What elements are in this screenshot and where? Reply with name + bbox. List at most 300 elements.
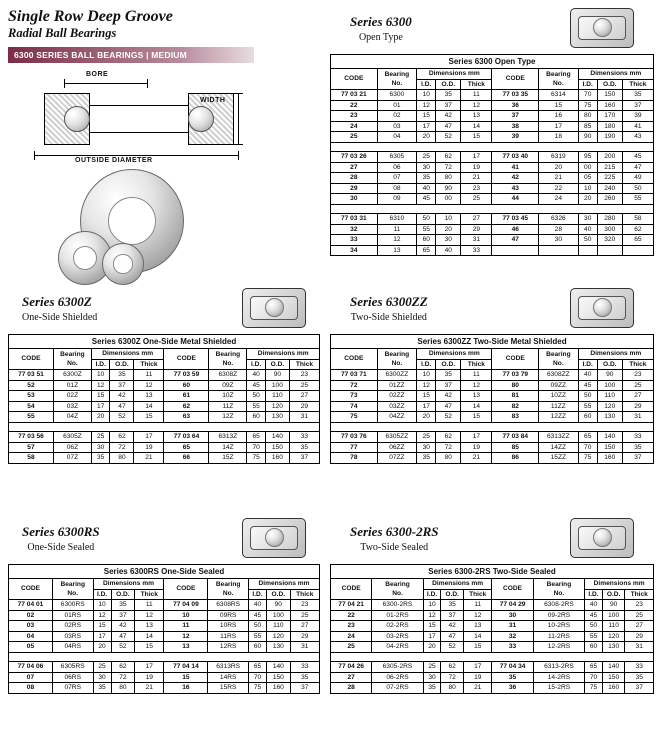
th-od-r: O.D. (267, 589, 290, 600)
table-cell: 11 (461, 90, 492, 101)
table-cell: 80 (436, 173, 461, 184)
table-cell: 06 (377, 162, 416, 173)
table-cell: 19 (134, 442, 164, 453)
table-cell: 32 (492, 631, 533, 642)
th-code-l: CODE (9, 579, 53, 600)
table-cell: 21 (461, 453, 492, 464)
table-cell: 40 (436, 245, 461, 256)
table-cell: 53 (9, 391, 54, 402)
table-cell: 33 (625, 662, 654, 673)
th-id-r: I.D. (578, 359, 597, 370)
table-cell: 11RS (208, 631, 249, 642)
table-cell: 39 (492, 132, 539, 143)
table-row (331, 453, 654, 464)
table-cell: 6305RS (52, 662, 93, 673)
table-cell: 80 (441, 683, 464, 694)
table-cell: 180 (597, 121, 622, 132)
table-cell: 19 (461, 162, 492, 173)
bearing-icon-6300 (570, 8, 634, 48)
table-cell: 160 (267, 683, 290, 694)
table-cell: 03 (377, 121, 416, 132)
table-cell: 30 (436, 235, 461, 246)
th-od-r: O.D. (597, 79, 622, 90)
table-cell: 15-2RS (533, 683, 585, 694)
table-cell: 30 (91, 442, 110, 453)
table-cell: 10 (436, 214, 461, 225)
table-cell: 02ZZ (377, 391, 416, 402)
table-cell: 140 (602, 662, 625, 673)
table-cell: 150 (597, 442, 622, 453)
table-cell: 42 (111, 621, 134, 632)
ball-left (64, 106, 90, 132)
table-cell: 81 (492, 391, 539, 402)
th-code-r: CODE (492, 579, 533, 600)
table-cell: 15 (164, 672, 208, 683)
table-cell: 30 (417, 162, 436, 173)
table-cell: 02 (9, 610, 53, 621)
table-cell: 11 (461, 370, 492, 381)
table-row (331, 121, 654, 132)
table-cell: 6300Z (53, 370, 91, 381)
table-cell: 42 (110, 391, 134, 402)
table-cell: 200 (597, 152, 622, 163)
table-cell: 40 (578, 370, 597, 381)
table-cell: 140 (265, 432, 289, 443)
table-cell: 14RS (208, 672, 249, 683)
table-row (331, 173, 654, 184)
table-cell: 33 (461, 245, 492, 256)
table-cell: 55 (585, 631, 603, 642)
table-cell: 05 (9, 642, 53, 653)
width-label: WIDTH (200, 97, 226, 104)
table-cell: 11-2RS (533, 631, 585, 642)
page-title-line1: Single Row Deep Groove (8, 8, 173, 25)
table-cell: 30 (93, 672, 111, 683)
table-cell: 77 04 21 (331, 600, 372, 611)
table-cell: 12 (461, 380, 492, 391)
table-cell: 240 (597, 183, 622, 194)
table-cell: 36 (492, 683, 533, 694)
table-caption-6300ZZ: Series 6300ZZ Two-Side Metal Shielded (330, 334, 654, 348)
table-row (331, 235, 654, 246)
table-row (331, 162, 654, 173)
table-cell: 17 (134, 432, 164, 443)
table-cell: 10RS (208, 621, 249, 632)
table-row (331, 100, 654, 111)
table-cell: 63 (164, 412, 209, 423)
table-row (9, 683, 320, 694)
th-dims-l: Dimensions mm (91, 349, 164, 360)
table-cell: 62 (436, 432, 461, 443)
table-cell: 30 (578, 214, 597, 225)
table-cell: 27 (331, 162, 378, 173)
table-cell: 6308RS (208, 600, 249, 611)
table-cell: 12 (93, 610, 111, 621)
table-cell: 35 (289, 442, 319, 453)
table-cell: 42 (436, 391, 461, 402)
table-cell: 30 (331, 194, 378, 205)
th-thick-l: Thick (461, 79, 492, 90)
table-row (331, 183, 654, 194)
table-cell: 35 (625, 672, 654, 683)
table-cell: 65 (417, 245, 436, 256)
table-cell: 35 (423, 683, 441, 694)
table-cell: 04 (377, 132, 416, 143)
table-cell: 35 (111, 600, 134, 611)
table-cell: 12 (135, 610, 164, 621)
table-cell: 35 (290, 672, 319, 683)
table-cell: 07 (377, 173, 416, 184)
table-cell: 50 (417, 214, 436, 225)
table-cell: 29 (290, 631, 319, 642)
table-cell: 55 (9, 412, 54, 423)
table-cell: 17 (423, 631, 441, 642)
table-cell: 120 (602, 631, 625, 642)
table-cell: 15 (91, 391, 110, 402)
section-6300ZZ-subtitle: Two-Side Shielded (350, 311, 427, 323)
table-cell: 78 (331, 453, 378, 464)
table-row (331, 214, 654, 225)
table-cell: 100 (602, 610, 625, 621)
table-cell: 66 (164, 453, 209, 464)
table-cell: 46 (492, 224, 539, 235)
table-cell: 77 03 64 (164, 432, 209, 443)
table-row (9, 370, 320, 381)
table-cell: 04Z (53, 412, 91, 423)
table-row (9, 672, 320, 683)
table-cell: 10 (423, 600, 441, 611)
table-row (331, 111, 654, 122)
table-cell: 25 (331, 642, 372, 653)
table-cell: 45 (622, 152, 653, 163)
table-cell: 13 (135, 621, 164, 632)
table-cell: 77 (331, 442, 378, 453)
table-cell: 6308ZZ (539, 370, 578, 381)
table-cell: 90 (597, 370, 622, 381)
table-cell: 22 (331, 100, 378, 111)
table-cell: 40 (248, 600, 266, 611)
table-cell: 77 03 40 (492, 152, 539, 163)
table-cell: 20 (436, 224, 461, 235)
table-cell: 15 (464, 642, 492, 653)
table-cell: 37 (622, 453, 653, 464)
th-id-l: I.D. (91, 359, 110, 370)
table-cell: 10ZZ (539, 391, 578, 402)
table-cell: 02-2RS (372, 621, 424, 632)
table-cell: 30 (539, 235, 578, 246)
table-row (9, 621, 320, 632)
table-cell: 12 (417, 380, 436, 391)
table-cell: 12Z (209, 412, 247, 423)
table-cell: 6313ZZ (539, 432, 578, 443)
table-cell: 17 (461, 432, 492, 443)
bearing-icon-6300Z (242, 288, 306, 328)
table-cell: 62 (622, 224, 653, 235)
table-row (9, 432, 320, 443)
table-row (331, 600, 654, 611)
table-cell: 75 (578, 100, 597, 111)
table-cell: 100 (267, 610, 290, 621)
table-cell: 47 (436, 121, 461, 132)
row-spacer (331, 652, 654, 662)
table-cell: 17 (135, 662, 164, 673)
table-cell: 60 (578, 412, 597, 423)
table-cell: 31 (625, 642, 654, 653)
table-cell: 09-2RS (533, 610, 585, 621)
table-cell: 150 (602, 672, 625, 683)
table-cell: 65 (585, 662, 603, 673)
th-code-l: CODE (331, 69, 378, 90)
table-cell: 13 (134, 391, 164, 402)
table-cell: 35 (436, 90, 461, 101)
table-cell: 215 (597, 162, 622, 173)
table-cell: 12 (461, 100, 492, 111)
table-cell: 300 (597, 224, 622, 235)
table-cell: 12ZZ (539, 412, 578, 423)
table-cell: 17 (539, 121, 578, 132)
table-cell: 19 (461, 442, 492, 453)
table-row (331, 152, 654, 163)
table-cell: 62 (110, 432, 134, 443)
table-cell: 150 (597, 90, 622, 101)
table-cell: 55 (578, 401, 597, 412)
table-cell: 6300RS (52, 600, 93, 611)
table-cell: 65 (622, 235, 653, 246)
th-bearingno-l: Bearing No. (52, 579, 93, 600)
table-cell: 33 (622, 432, 653, 443)
table-cell: 15Z (209, 453, 247, 464)
table-cell: 01RS (52, 610, 93, 621)
table-cell: 22 (539, 183, 578, 194)
table-cell: 37 (625, 683, 654, 694)
table-cell: 52 (441, 642, 464, 653)
table-cell: 62 (441, 662, 464, 673)
table-cell: 27 (622, 391, 653, 402)
table-cell: 32 (331, 224, 378, 235)
table-cell: 35 (622, 442, 653, 453)
table-cell: 47 (111, 631, 134, 642)
table-cell: 25 (423, 662, 441, 673)
table-cell: 60 (585, 642, 603, 653)
section-6300-2RS-title: Series 6300-2RS (350, 523, 439, 539)
table-cell: 25 (461, 194, 492, 205)
table-cell: 85 (578, 121, 597, 132)
table-cell: 50 (585, 621, 603, 632)
th-bearingno-r: Bearing No. (539, 349, 578, 370)
table-cell: 40 (585, 600, 603, 611)
th-code-l: CODE (9, 349, 54, 370)
table-cell: 57 (9, 442, 54, 453)
outside-diameter-label: OUTSIDE DIAMETER (72, 157, 156, 164)
table-body-6300RS (9, 600, 320, 694)
table-cell: 6300ZZ (377, 370, 416, 381)
table-row (331, 132, 654, 143)
row-spacer (331, 204, 654, 214)
table-cell: 15 (461, 412, 492, 423)
table-cell: 03-2RS (372, 631, 424, 642)
table-cell: 01-2RS (372, 610, 424, 621)
table-cell: 09 (377, 194, 416, 205)
table-cell: 06RS (52, 672, 93, 683)
table-cell: 31 (289, 412, 319, 423)
table-body-6300Z (9, 370, 320, 464)
table-cell: 33 (492, 642, 533, 653)
table-cell: 25 (290, 610, 319, 621)
table-cell: 22 (331, 610, 372, 621)
th-code-l: CODE (331, 349, 378, 370)
table-cell: 12RS (208, 642, 249, 653)
table-cell: 35 (110, 370, 134, 381)
table-cell: 41 (492, 162, 539, 173)
table-cell: 33 (331, 235, 378, 246)
table-cell: 29 (622, 401, 653, 412)
table-cell: 29 (331, 183, 378, 194)
table-cell: 24 (539, 194, 578, 205)
table-row (331, 442, 654, 453)
table-cell: 6313Z (209, 432, 247, 443)
th-id-r: I.D. (248, 589, 266, 600)
table-6300ZZ (330, 348, 654, 464)
table-cell: 77 03 21 (331, 90, 378, 101)
table-cell: 77 04 06 (9, 662, 53, 673)
table-row (331, 683, 654, 694)
table-cell: 160 (597, 100, 622, 111)
table-cell: 44 (492, 194, 539, 205)
table-cell: 21 (134, 453, 164, 464)
th-dims-l: Dimensions mm (417, 349, 492, 360)
table-cell: 40 (417, 183, 436, 194)
table-cell: 80 (492, 380, 539, 391)
table-cell: 6300-2RS (372, 600, 424, 611)
section-6300ZZ (330, 288, 654, 464)
table-cell: 77 04 29 (492, 600, 533, 611)
table-cell: 54 (9, 401, 54, 412)
table-cell: 42 (441, 621, 464, 632)
table-cell: 77 03 76 (331, 432, 378, 443)
table-cell: 11 (464, 600, 492, 611)
table-cell: 24 (331, 631, 372, 642)
table-cell: 75 (247, 453, 266, 464)
table-cell: 15ZZ (539, 453, 578, 464)
table-cell: 65 (247, 432, 266, 443)
table-6300-2RS (330, 578, 654, 694)
table-cell: 42 (436, 111, 461, 122)
table-cell: 225 (597, 173, 622, 184)
table-cell: 70 (578, 442, 597, 453)
table-cell: 62 (436, 152, 461, 163)
table-cell: 39 (622, 111, 653, 122)
row-spacer (331, 422, 654, 432)
table-cell: 29 (461, 224, 492, 235)
table-cell: 6305Z (53, 432, 91, 443)
table-cell: 90 (265, 370, 289, 381)
th-bearingno-l: Bearing No. (53, 349, 91, 370)
table-cell: 12 (377, 235, 416, 246)
th-od-l: O.D. (110, 359, 134, 370)
table-cell: 6326 (539, 214, 578, 225)
table-cell: 60 (247, 412, 266, 423)
table-cell: 70 (247, 442, 266, 453)
table-cell: 31 (622, 412, 653, 423)
th-id-r: I.D. (585, 589, 603, 600)
table-cell: 170 (597, 111, 622, 122)
table-cell: 77 03 84 (492, 432, 539, 443)
table-cell: 77 04 01 (9, 600, 53, 611)
table-cell: 12 (417, 100, 436, 111)
table-row (9, 642, 320, 653)
th-code-r: CODE (164, 579, 208, 600)
table-cell: 61 (164, 391, 209, 402)
table-row (9, 442, 320, 453)
table-cell: 60 (417, 235, 436, 246)
th-dims-l: Dimensions mm (423, 579, 492, 590)
table-cell: 72 (441, 672, 464, 683)
th-id-l: I.D. (423, 589, 441, 600)
th-od-r: O.D. (265, 359, 289, 370)
th-bearingno-r: Bearing No. (208, 579, 249, 600)
table-cell: 17 (461, 152, 492, 163)
table-row (331, 610, 654, 621)
table-cell: 35 (417, 173, 436, 184)
table-cell: 08 (9, 683, 53, 694)
th-bearingno-l: Bearing No. (372, 579, 424, 600)
table-cell: 10 (417, 370, 436, 381)
table-cell: 01ZZ (377, 380, 416, 391)
table-cell: 37 (441, 610, 464, 621)
table-cell: 190 (597, 132, 622, 143)
table-cell: 10 (91, 370, 110, 381)
table-cell: 75 (248, 683, 266, 694)
table-row (331, 672, 654, 683)
table-cell: 12 (464, 610, 492, 621)
th-id-r: I.D. (578, 79, 597, 90)
table-cell: 20 (91, 412, 110, 423)
table-cell: 86 (492, 453, 539, 464)
table-cell: 14Z (209, 442, 247, 453)
table-cell: 45 (247, 380, 266, 391)
table-cell: 80 (110, 453, 134, 464)
table-cell: 16 (164, 683, 208, 694)
th-code-r: CODE (164, 349, 209, 370)
table-cell: 160 (597, 453, 622, 464)
table-cell: 13 (164, 642, 208, 653)
table-row (9, 631, 320, 642)
table-cell: 07ZZ (377, 453, 416, 464)
table-cell: 20 (93, 642, 111, 653)
table-cell: 50 (578, 391, 597, 402)
table-cell: 15 (93, 621, 111, 632)
table-cell: 60 (164, 380, 209, 391)
table-cell: 00 (578, 162, 597, 173)
table-cell: 77 04 26 (331, 662, 372, 673)
table-cell: 14 (135, 631, 164, 642)
table-cell: 30 (423, 672, 441, 683)
table-cell: 12 (423, 610, 441, 621)
table-cell: 50 (622, 183, 653, 194)
table-cell: 25 (417, 152, 436, 163)
table-cell: 100 (265, 380, 289, 391)
table-cell: 74 (331, 401, 378, 412)
table-cell: 35 (93, 683, 111, 694)
table-row (331, 401, 654, 412)
table-cell: 34 (331, 245, 378, 256)
table-body-6300 (331, 90, 654, 256)
table-cell: 07-2RS (372, 683, 424, 694)
table-cell: 77 03 71 (331, 370, 378, 381)
table-cell: 83 (492, 412, 539, 423)
table-cell: 37 (110, 380, 134, 391)
table-cell: 6305ZZ (377, 432, 416, 443)
